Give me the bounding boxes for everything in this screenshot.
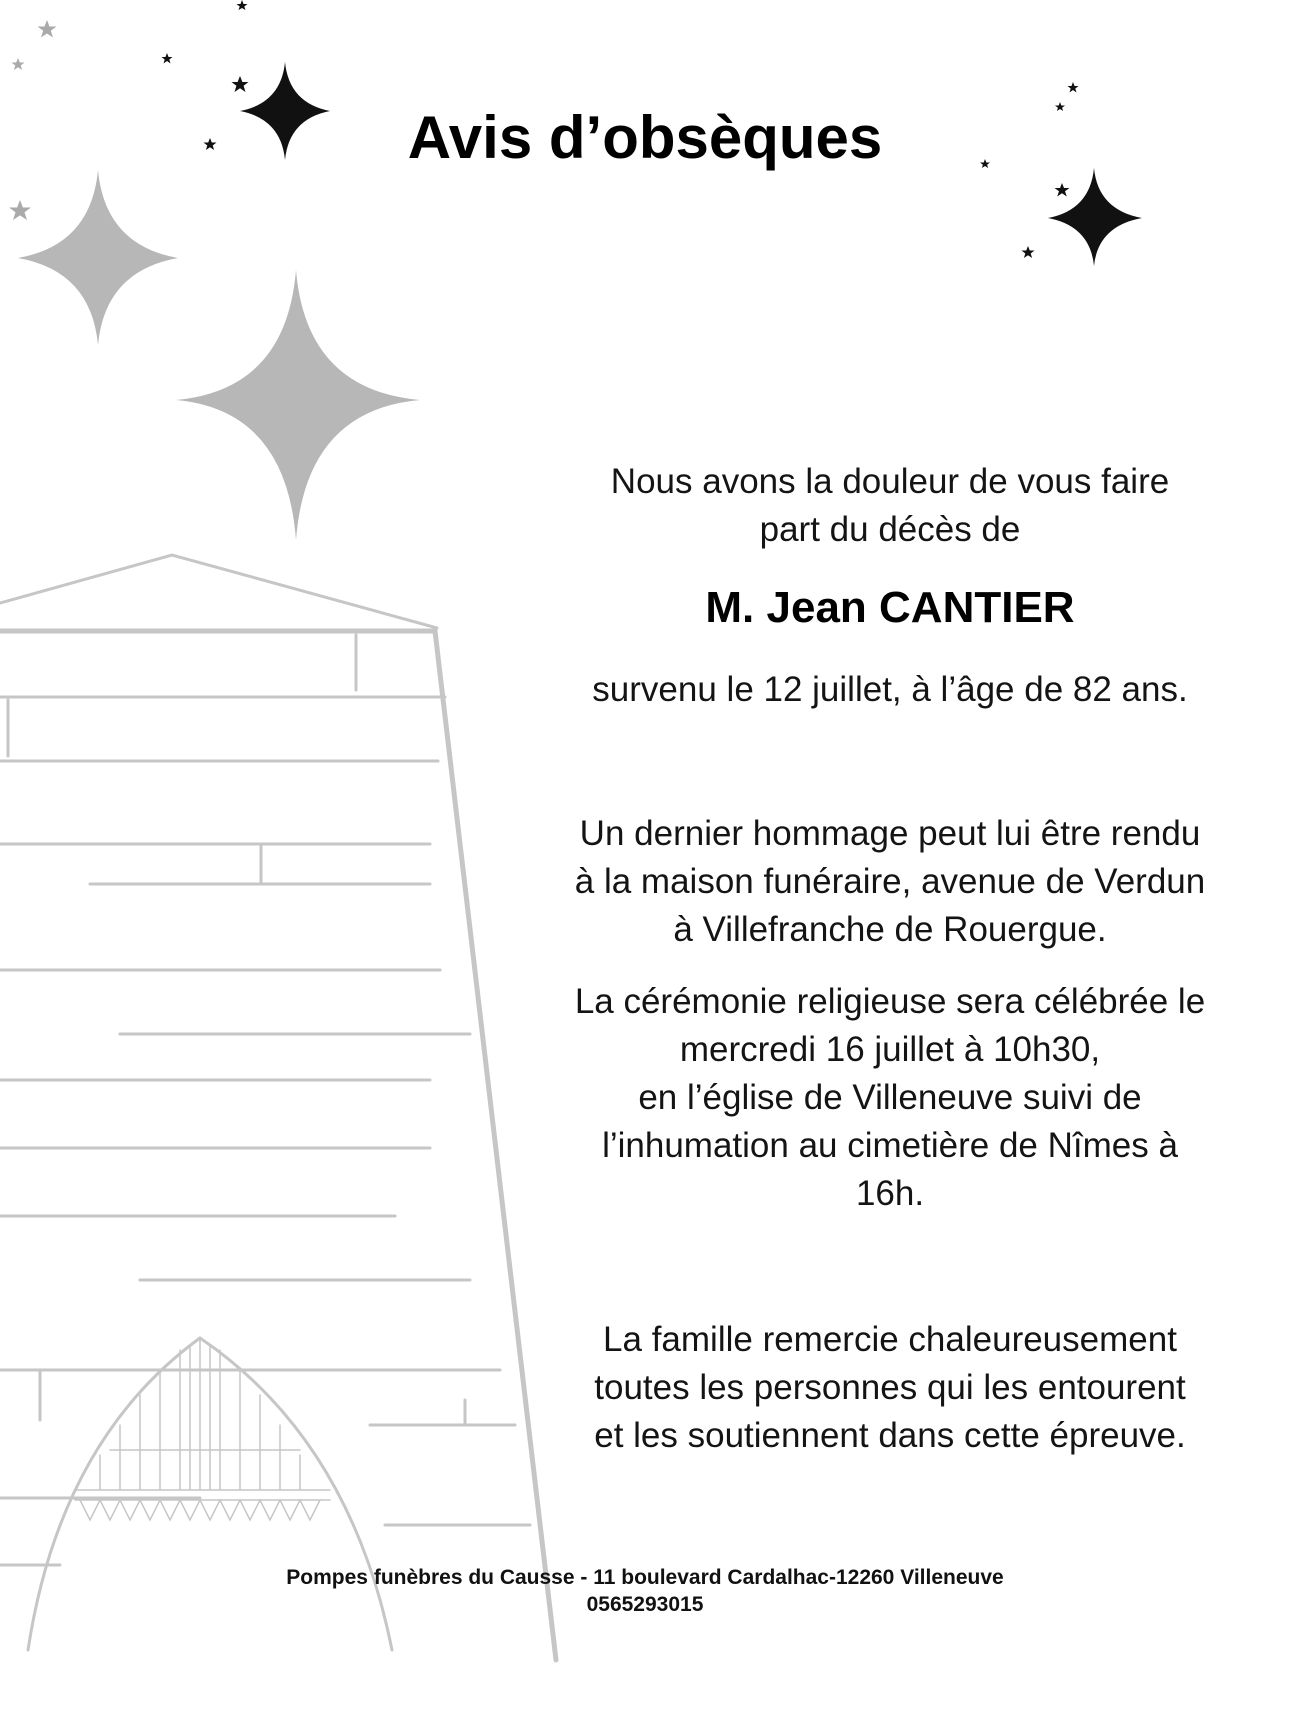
tribute-paragraph — [520, 810, 1260, 954]
small-star-icon — [1068, 82, 1079, 93]
thanks-line: La famille remercie chaleureusement — [603, 1320, 1177, 1359]
small-star-icon — [1022, 246, 1035, 258]
thanks-paragraph — [520, 1316, 1260, 1460]
tribute-line: à Villefranche de Rouergue. — [673, 910, 1107, 949]
small-star-icon — [232, 76, 249, 92]
ceremony-paragraph — [520, 978, 1260, 1218]
ceremony-line: La cérémonie religieuse sera célébrée le — [574, 982, 1206, 1021]
age-line — [520, 666, 1260, 714]
sparkle-star-icon — [18, 170, 178, 345]
intro-text — [520, 458, 1260, 554]
tribute-line: à la maison funéraire, avenue de Verdun — [574, 862, 1206, 901]
small-star-icon — [1055, 183, 1070, 197]
intro-line: Nous avons la douleur de vous faire — [610, 462, 1170, 501]
thanks-line: et les soutiennent dans cette épreuve. — [594, 1416, 1186, 1455]
ceremony-line: en l’église de Villeneuve suivi de — [638, 1078, 1142, 1117]
tribute-line: Un dernier hommage peut lui être rendu — [579, 814, 1201, 853]
age-text: survenu le 12 juillet, à l’âge de 82 ans. — [592, 670, 1188, 709]
thanks-line: toutes les personnes qui les entourent — [594, 1368, 1186, 1407]
funeral-home-phone: 0565293015 — [586, 1593, 704, 1616]
ceremony-line: 16h. — [855, 1174, 925, 1213]
sparkle-star-icon — [1048, 168, 1142, 266]
small-star-icon — [237, 0, 248, 10]
ceremony-line: l’inhumation au cimetière de Nîmes à — [602, 1126, 1178, 1165]
small-star-icon — [162, 53, 173, 64]
deceased-name: M. Jean CANTIER — [705, 583, 1075, 632]
funeral-home-address: Pompes funèbres du Causse - 11 boulevard Cardalhac-12260 Villeneuve — [286, 1566, 1004, 1589]
small-star-icon — [38, 20, 57, 38]
church-outline-illustration — [0, 555, 556, 1660]
sparkle-star-icon — [176, 270, 420, 540]
footer — [200, 1564, 1090, 1618]
intro-line: part du décès de — [759, 510, 1021, 549]
small-star-icon — [12, 58, 25, 70]
small-star-icon — [9, 200, 31, 220]
ceremony-line: mercredi 16 juillet à 10h30, — [679, 1030, 1101, 1069]
page-title: Avis d’obsèques — [407, 104, 883, 171]
